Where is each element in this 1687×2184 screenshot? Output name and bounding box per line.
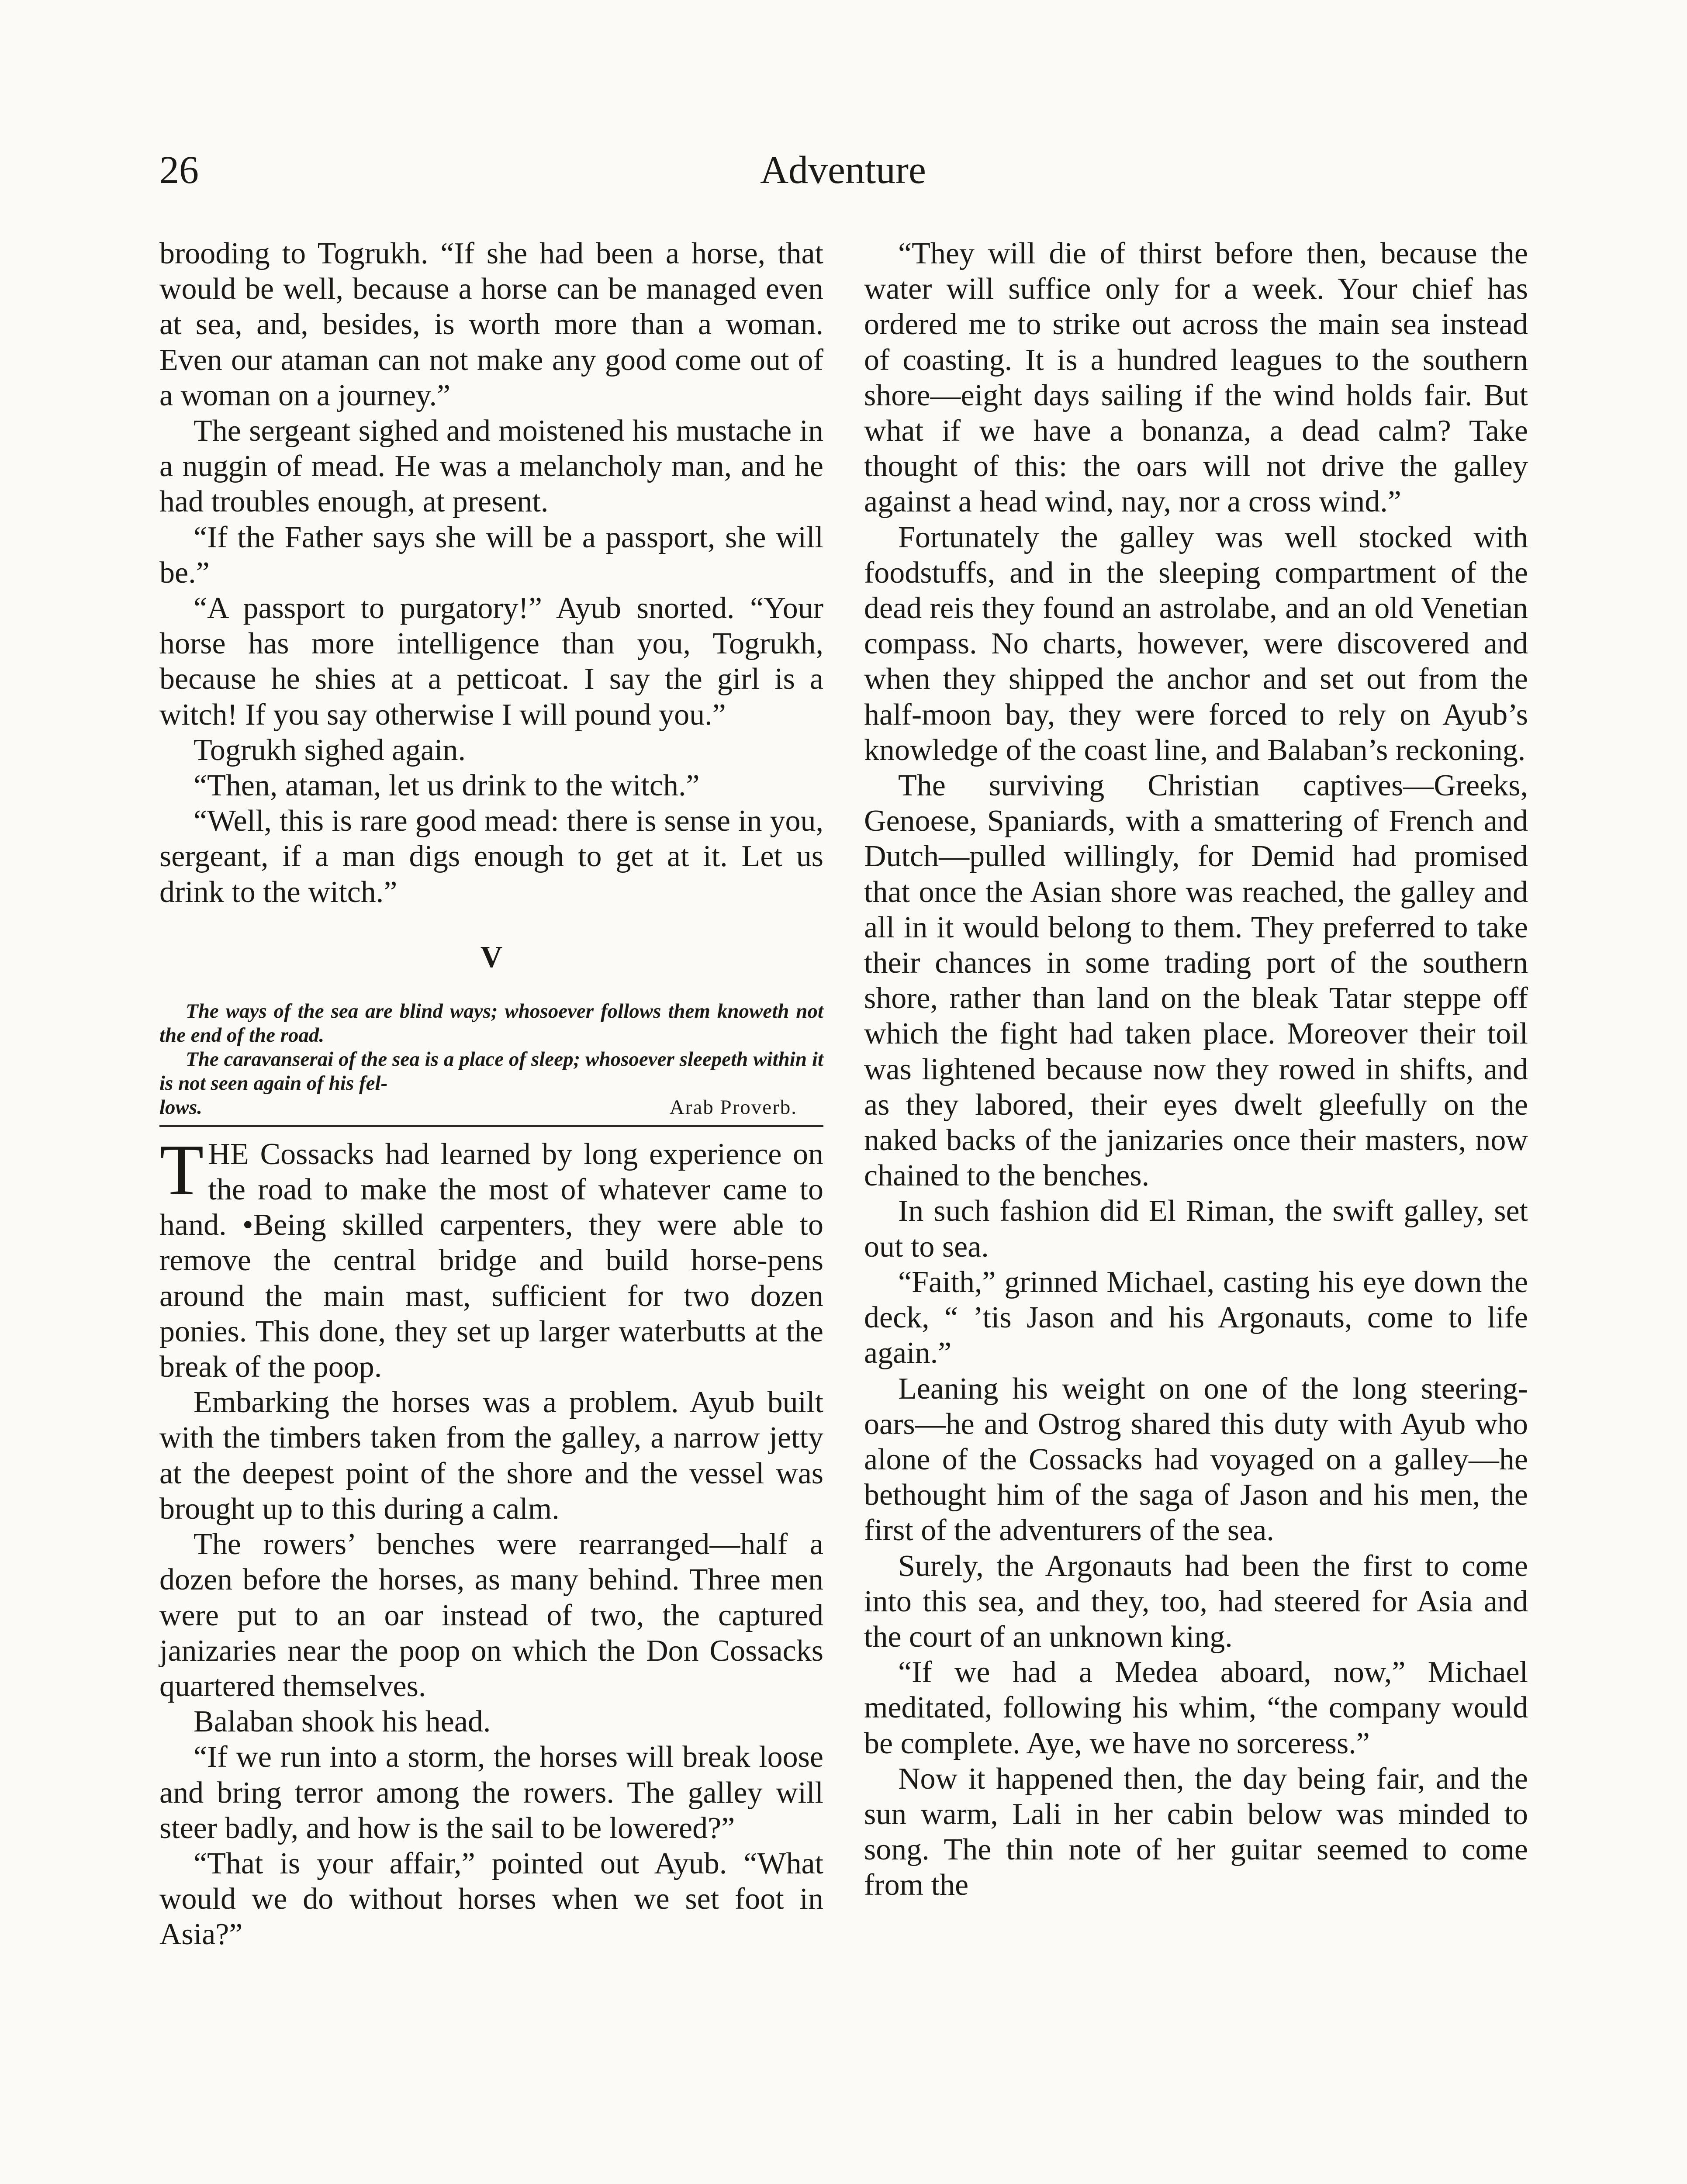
drop-cap: T xyxy=(159,1129,204,1210)
paragraph: “A passport to purgatory!” Ayub snorted. “Your horse has more intelligence than you, Togrukh, because he shies at a petticoat. I say the girl is a witch! If you say otherwise I will pound you.” xyxy=(159,591,823,732)
paragraph: The sergeant sighed and moistened his mustache in a nuggin of mead. He was a melancholy man, and he had troubles enough, at present. xyxy=(159,414,823,519)
running-head: Adventure xyxy=(760,149,926,192)
paragraph: “That is your affair,” pointed out Ayub. “What would we do without horses when we set foot in Asia?” xyxy=(159,1846,823,1952)
epigraph xyxy=(159,999,823,1120)
epigraph-line: The ways of the sea are blind ways; whosoever follows them knoweth not the end of the road. xyxy=(159,999,823,1047)
paragraph: Balaban shook his head. xyxy=(194,1705,491,1739)
epigraph-attribution: Arab Proverb. xyxy=(669,1095,797,1119)
left-column xyxy=(159,236,823,1952)
right-column xyxy=(864,236,1528,1903)
paragraph: “Well, this is rare good mead: there is sense in you, sergeant, if a man digs enough to get at it. Let us drink to the witch.” xyxy=(159,804,823,909)
paragraph: Leaning his weight on one of the long steering-oars—he and Ostrog shared this duty with Ayub who alone of the Cossacks had voyaged on a galley—he bethought him of the saga of Jason and his men, the first of the adventurers of the sea. xyxy=(864,1372,1528,1548)
paragraph: Now it happened then, the day being fair, and the sun warm, Lali in her cabin below was minded to song. The thin note of her guitar seemed to come from the xyxy=(864,1762,1528,1902)
paragraph: “If we had a Medea aboard, now,” Michael meditated, following his whim, “the company would be complete. Aye, we have no sorceress.” xyxy=(864,1655,1528,1760)
section-opening-text: HE Cossacks had learned by long experience on the road to make the most of whatever came to hand. •Being skilled carpenters, they were able to remove the central bridge and build horse-pens around the main mast, sufficient for two dozen ponies. This done, they set up larger waterbutts at the break of the poop. xyxy=(159,1137,823,1384)
paragraph: Fortunately the galley was well stocked with foodstuffs, and in the sleeping compartment of the dead reis they found an astrolabe, and an old Venetian compass. No charts, however, were discovered and when they shipped the anchor and set out from the half-moon bay, they were forced to rely on Ayub’s knowledge of the coast line, and Balaban’s reckoning. xyxy=(864,520,1528,767)
paragraph: Surely, the Argonauts had been the first to come into this sea, and they, too, had steered for Asia and the court of an unknown king. xyxy=(864,1549,1528,1654)
paragraph: “Then, ataman, let us drink to the witch.” xyxy=(194,769,700,803)
paragraph: brooding to Togrukh. “If she had been a horse, that would be well, because a horse can be managed even at sea, and, besides, is worth more than a woman. Even our ataman can not make any good come out of a woman on a journey.” xyxy=(159,237,823,412)
epigraph-line-end: lows. xyxy=(159,1095,202,1119)
page-header xyxy=(159,144,1527,210)
section-heading: V xyxy=(480,940,503,974)
paragraph: The surviving Christian captives—Greeks, Genoese, Spaniards, with a smattering of French and Dutch—pulled willingly, for Demid had promised that once the Asian shore was reached, the galley and all in it would belong to them. They preferred to take their chances in some trading port of the southern shore, rather than land on the bleak Tatar steppe off which the fight had taken place. Moreover their toil was lightened because now they rowed in shifts, and as they labored, their eyes dwelt gleefully on the naked backs of the janizaries once their masters, now chained to the benches. xyxy=(864,769,1528,1193)
paragraph: In such fashion did El Riman, the swift galley, set out to sea. xyxy=(864,1194,1528,1264)
epigraph-attribution-line xyxy=(159,1095,823,1120)
paragraph: Embarking the horses was a problem. Ayub built with the timbers taken from the galley, a narrow jetty at the deepest point of the shore and the vessel was brought up to this during a calm. xyxy=(159,1386,823,1526)
paragraph: “Faith,” grinned Michael, casting his eye down the deck, “ ’tis Jason and his Argonauts, come to life again.” xyxy=(864,1265,1528,1370)
paragraph: “If we run into a storm, the horses will break loose and bring terror among the rowers. The galley will steer badly, and how is the sail to be lowered?” xyxy=(159,1740,823,1845)
page-number: 26 xyxy=(159,149,199,192)
paragraph: “They will die of thirst before then, because the water will suffice only for a week. Your chief has ordered me to strike out across the main sea instead of coasting. It is a hundred leagues to the southern shore—eight days sailing if the wind holds fair. But what if we have a bonanza, a dead calm? Take thought of this: the oars will not drive the galley against a head wind, nay, nor a cross wind.” xyxy=(864,237,1528,519)
divider xyxy=(159,1125,823,1127)
section-opening-paragraph xyxy=(159,1129,823,1385)
epigraph-line: The caravanserai of the sea is a place of sleep; whosoever sleepeth within it is not seen again of his fel- xyxy=(159,1047,823,1095)
paragraph: The rowers’ benches were rearranged—half a dozen before the horses, as many behind. Three men were put to an oar instead of two, the captured janizaries near the poop on which the Don Cossacks quartered themselves. xyxy=(159,1527,823,1703)
paragraph: Togrukh sighed again. xyxy=(194,733,466,767)
paragraph: “If the Father says she will be a passport, she will be.” xyxy=(159,520,823,590)
